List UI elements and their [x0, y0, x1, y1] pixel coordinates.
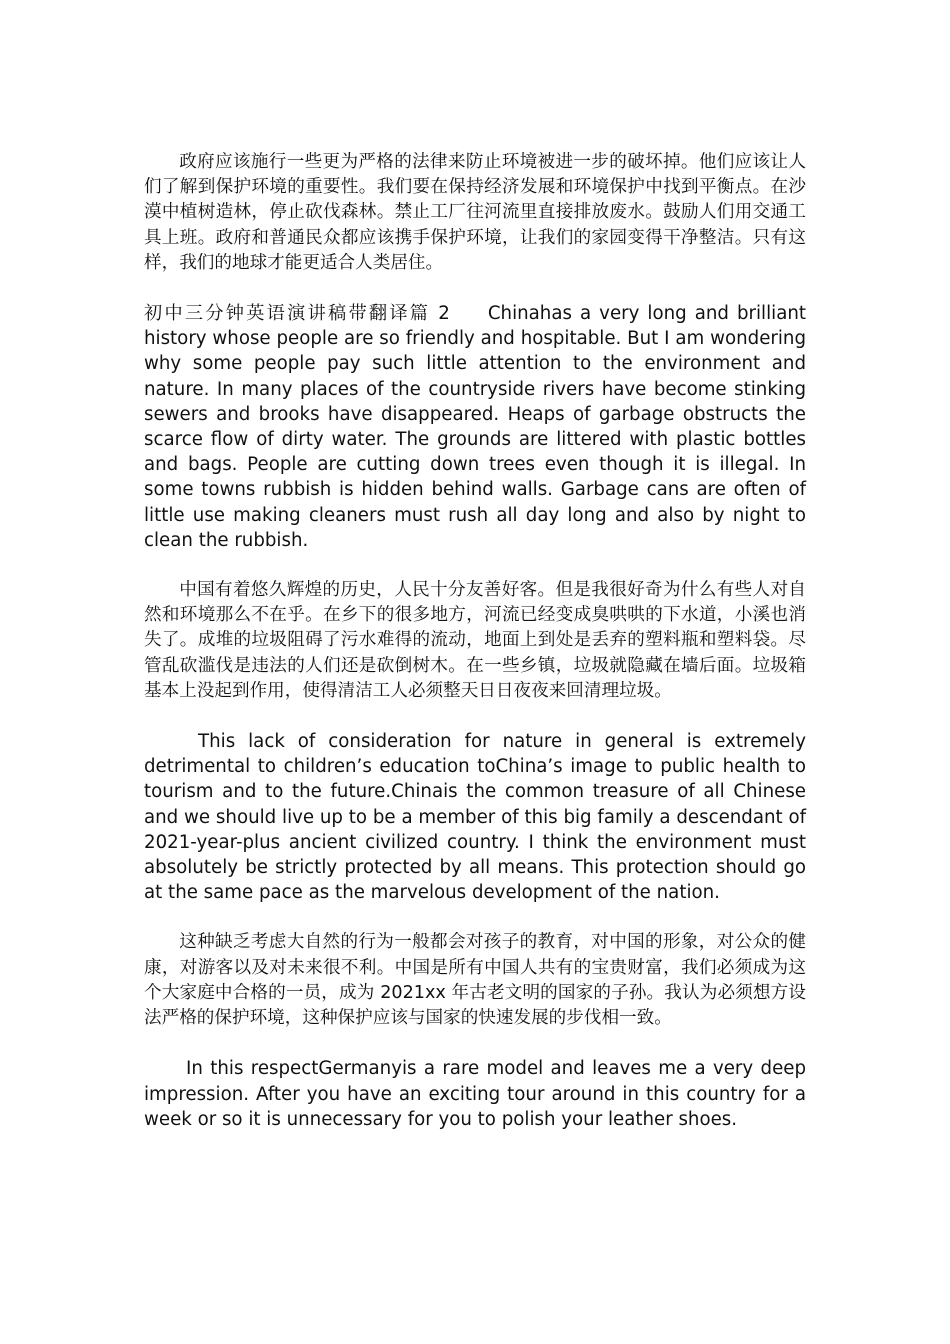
paragraph-en-china-history — [144, 301, 806, 553]
paragraph-gap — [144, 704, 806, 729]
section-heading: 初中三分钟英语演讲稿带翻译篇 2 — [144, 303, 450, 325]
document-page — [144, 150, 806, 1132]
paragraph-zh-lack-of-consideration: 这种缺乏考虑大自然的行为一般都会对孩子的教育，对中国的形象，对公众的健康，对游客以及对未来很不利。中国是所有中国人共有的宝贵财富，我们必须成为这个大家庭中合格的一员，成为 2021xx 年古老文明的国家的子孙。我认为必须想方设法严格的保护环境，这种保护应该与国家的快速发展的步伐相一致。 — [144, 932, 806, 1029]
paragraph-gap — [144, 553, 806, 578]
paragraph-en-lack-of-consideration: This lack of consideration for nature in general is extremely detrimental to children’s education toChina’s image to public health to tourism and to the future.Chinais the common treasure of all Chinese and we should live up to be a member of this big family a descendant of 2021-year-plus ancient civilized country. I think the environment must absolutely be strictly protected by all means. This protection should go at the same pace as the marvelous development of the nation. — [144, 731, 806, 904]
paragraph-zh-government: 政府应该施行一些更为严格的法律来防止环境被进一步的破坏掉。他们应该让人们了解到保护环境的重要性。我们要在保持经济发展和环境保护中找到平衡点。在沙漠中植树造林，停止砍伐森林。禁止工厂往河流里直接排放废水。鼓励人们用交通工具上班。政府和普通民众都应该携手保护环境，让我们的家园变得干净整洁。只有这样，我们的地球才能更适合人类居住。 — [144, 152, 806, 273]
paragraph-gap — [144, 1031, 806, 1056]
paragraph-en-body: Chinahas a very long and brilliant history whose people are so friendly and hospitable. But I am wondering why some people pay such little attention to the environment and nature. In many places of the countryside rivers have become stinking sewers and brooks have disappeared. Heaps of garbage obstructs the scarce flow of dirty water. The grounds are littered with plastic bottles and bags. People are cutting down trees even though it is illegal. In some towns rubbish is hidden behind walls. Garbage cans are often of little use making cleaners must rush all day long and also by night to clean the rubbish. — [144, 303, 807, 551]
paragraph-zh-china-history: 中国有着悠久辉煌的历史，人民十分友善好客。但是我很好奇为什么有些人对自然和环境那么不在乎。在乡下的很多地方，河流已经变成臭哄哄的下水道，小溪也消失了。成堆的垃圾阻碍了污水难得的流动，地面上到处是丢弃的塑料瓶和塑料袋。尽管乱砍滥伐是违法的人们还是砍倒树木。在一些乡镇，垃圾就隐藏在墙后面。垃圾箱基本上没起到作用，使得清洁工人必须整天日日夜夜来回清理垃圾。 — [144, 580, 806, 701]
paragraph-gap — [144, 905, 806, 930]
paragraph-en-germany: In this respectGermanyis a rare model and leaves me a very deep impression. After you have an exciting tour around in this country for a week or so it is unnecessary for you to polish your leather shoes. — [144, 1058, 806, 1130]
paragraph-gap — [144, 276, 806, 301]
